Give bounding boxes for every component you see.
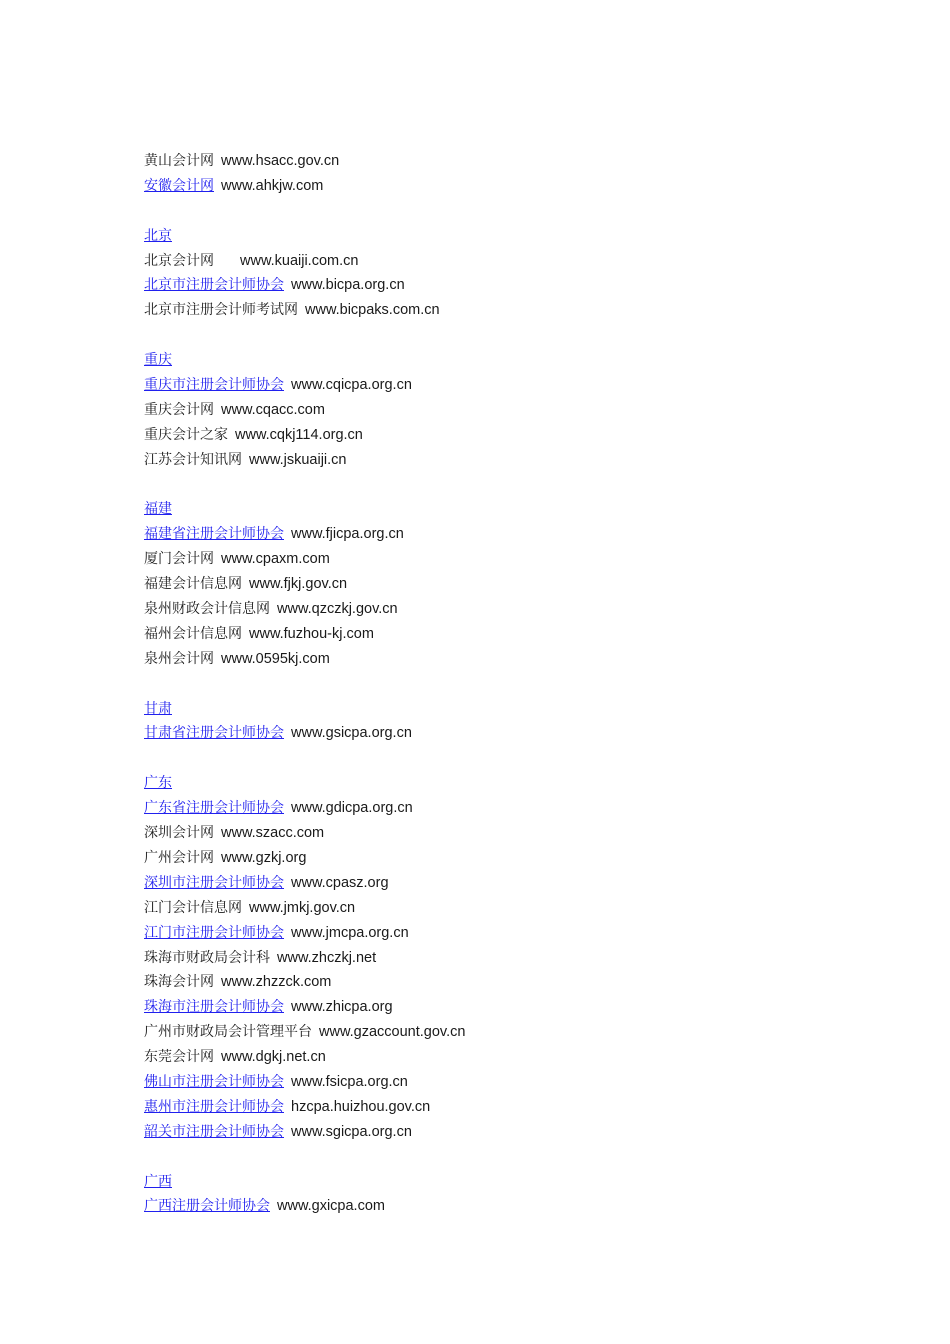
region-heading-link[interactable]: 广西 (144, 1173, 172, 1190)
site-url: www.fuzhou-kj.com (249, 625, 374, 642)
site-url: www.qzczkj.gov.cn (277, 601, 398, 618)
site-url: www.0595kj.com (221, 650, 330, 667)
site-url: www.jskuaiji.cn (249, 451, 347, 468)
region-heading-row (144, 348, 904, 373)
site-url: www.fsicpa.org.cn (291, 1073, 408, 1090)
site-list-item (144, 821, 904, 846)
site-url: www.zhczkj.net (277, 949, 377, 966)
site-name: 广州会计网 (144, 849, 214, 866)
site-list-item (144, 647, 904, 672)
blank-line (144, 672, 904, 697)
site-url: www.gdicpa.org.cn (291, 800, 413, 817)
site-list-item (144, 1120, 904, 1145)
site-list-item (144, 970, 904, 995)
region-heading-link[interactable]: 广东 (144, 775, 172, 792)
site-list-item (144, 995, 904, 1020)
site-name-link[interactable]: 佛山市注册会计师协会 (144, 1073, 284, 1090)
site-url: www.gsicpa.org.cn (291, 725, 412, 742)
site-url: www.cpasz.org (291, 874, 389, 891)
site-list-item (144, 921, 904, 946)
site-list-item (144, 1095, 904, 1120)
site-url: www.gxicpa.com (277, 1198, 385, 1215)
site-name: 东莞会计网 (144, 1049, 214, 1066)
site-name: 北京市注册会计师考试网 (144, 302, 298, 319)
site-url: hzcpa.huizhou.gov.cn (291, 1098, 431, 1115)
site-name-link[interactable]: 安徽会计网 (144, 177, 214, 194)
region-heading-link[interactable]: 福建 (144, 501, 172, 518)
site-name: 黄山会计网 (144, 153, 214, 169)
site-url: www.bicpaks.com.cn (305, 302, 440, 319)
site-name: 珠海市财政局会计科 (144, 949, 270, 966)
site-list-item (144, 622, 904, 647)
site-url: www.cpaxm.com (221, 551, 330, 568)
site-name: 泉州财政会计信息网 (144, 601, 270, 618)
region-heading-link[interactable]: 甘肃 (144, 700, 172, 717)
site-list-item (144, 448, 904, 473)
site-url: www.gzkj.org (221, 849, 307, 866)
site-name: 泉州会计网 (144, 650, 214, 667)
region-heading-row (144, 771, 904, 796)
site-list-item (144, 846, 904, 871)
site-list-item (144, 1020, 904, 1045)
site-list-item (144, 398, 904, 423)
site-url: www.cqkj114.org.cn (235, 426, 363, 443)
region-heading-link[interactable]: 重庆 (144, 352, 172, 369)
site-url: www.cqicpa.org.cn (291, 377, 412, 394)
blank-line (144, 473, 904, 498)
site-url: www.sgicpa.org.cn (291, 1123, 412, 1140)
site-name-link[interactable]: 广东省注册会计师协会 (144, 800, 284, 817)
site-name: 江门会计信息网 (144, 899, 242, 916)
site-url: www.fjicpa.org.cn (291, 526, 404, 543)
site-url: www.jmkj.gov.cn (249, 899, 356, 916)
region-heading-row (144, 224, 904, 249)
site-list-item (144, 597, 904, 622)
site-list-item (144, 249, 904, 274)
site-list-item (144, 373, 904, 398)
site-name: 北京会计网 (144, 252, 214, 269)
site-list-item (144, 522, 904, 547)
site-name: 重庆会计网 (144, 401, 214, 418)
site-name: 珠海会计网 (144, 974, 214, 991)
site-name-link[interactable]: 惠州市注册会计师协会 (144, 1098, 284, 1115)
site-list-item (144, 547, 904, 572)
site-list-item (144, 572, 904, 597)
site-name-link[interactable]: 深圳市注册会计师协会 (144, 874, 284, 891)
site-url: www.dgkj.net.cn (221, 1049, 326, 1066)
site-name: 广州市财政局会计管理平台 (144, 1024, 312, 1041)
site-name-link[interactable]: 珠海市注册会计师协会 (144, 999, 284, 1016)
site-list-item (144, 298, 904, 323)
site-url: www.gzaccount.gov.cn (319, 1024, 466, 1041)
site-list-item (144, 1070, 904, 1095)
site-list-item (144, 796, 904, 821)
blank-line (144, 199, 904, 224)
region-heading-row (144, 497, 904, 522)
site-list-item (144, 946, 904, 971)
region-heading-link[interactable]: 北京 (144, 227, 172, 244)
site-list-item (144, 721, 904, 746)
site-url: www.cqacc.com (221, 401, 325, 418)
site-url: www.kuaiji.com.cn (240, 252, 359, 269)
site-url: www.ahkjw.com (221, 177, 324, 194)
site-name: 深圳会计网 (144, 825, 214, 842)
site-name-link[interactable]: 广西注册会计师协会 (144, 1198, 270, 1215)
site-list-item (144, 896, 904, 921)
site-list-item (144, 871, 904, 896)
site-name-link[interactable]: 重庆市注册会计师协会 (144, 377, 284, 394)
site-url: www.zhicpa.org (291, 999, 393, 1016)
site-name-link[interactable]: 北京市注册会计师协会 (144, 277, 284, 294)
site-name: 福建会计信息网 (144, 576, 242, 593)
blank-line (144, 1145, 904, 1170)
site-name: 江苏会计知讯网 (144, 451, 242, 468)
site-name: 重庆会计之家 (144, 426, 228, 443)
site-list-item (144, 149, 904, 174)
site-name: 厦门会计网 (144, 551, 214, 568)
site-url: www.bicpa.org.cn (291, 277, 405, 294)
site-list-item (144, 273, 904, 298)
site-url: www.jmcpa.org.cn (291, 924, 409, 941)
site-list-item (144, 1194, 904, 1219)
site-url: www.szacc.com (221, 825, 325, 842)
site-name-link[interactable]: 江门市注册会计师协会 (144, 924, 284, 941)
site-url: www.hsacc.gov.cn (221, 153, 340, 169)
site-url: www.fjkj.gov.cn (249, 576, 348, 593)
region-heading-row (144, 697, 904, 722)
site-name: 福州会计信息网 (144, 625, 242, 642)
site-url: www.zhzzck.com (221, 974, 332, 991)
site-name-link[interactable]: 韶关市注册会计师协会 (144, 1123, 284, 1140)
region-heading-row (144, 1170, 904, 1195)
site-list-item (144, 423, 904, 448)
site-list-item (144, 174, 904, 199)
site-name-link[interactable]: 甘肃省注册会计师协会 (144, 725, 284, 742)
accounting-site-list (144, 149, 904, 1219)
blank-line (144, 323, 904, 348)
site-name-link[interactable]: 福建省注册会计师协会 (144, 526, 284, 543)
site-list-item (144, 1045, 904, 1070)
blank-line (144, 746, 904, 771)
